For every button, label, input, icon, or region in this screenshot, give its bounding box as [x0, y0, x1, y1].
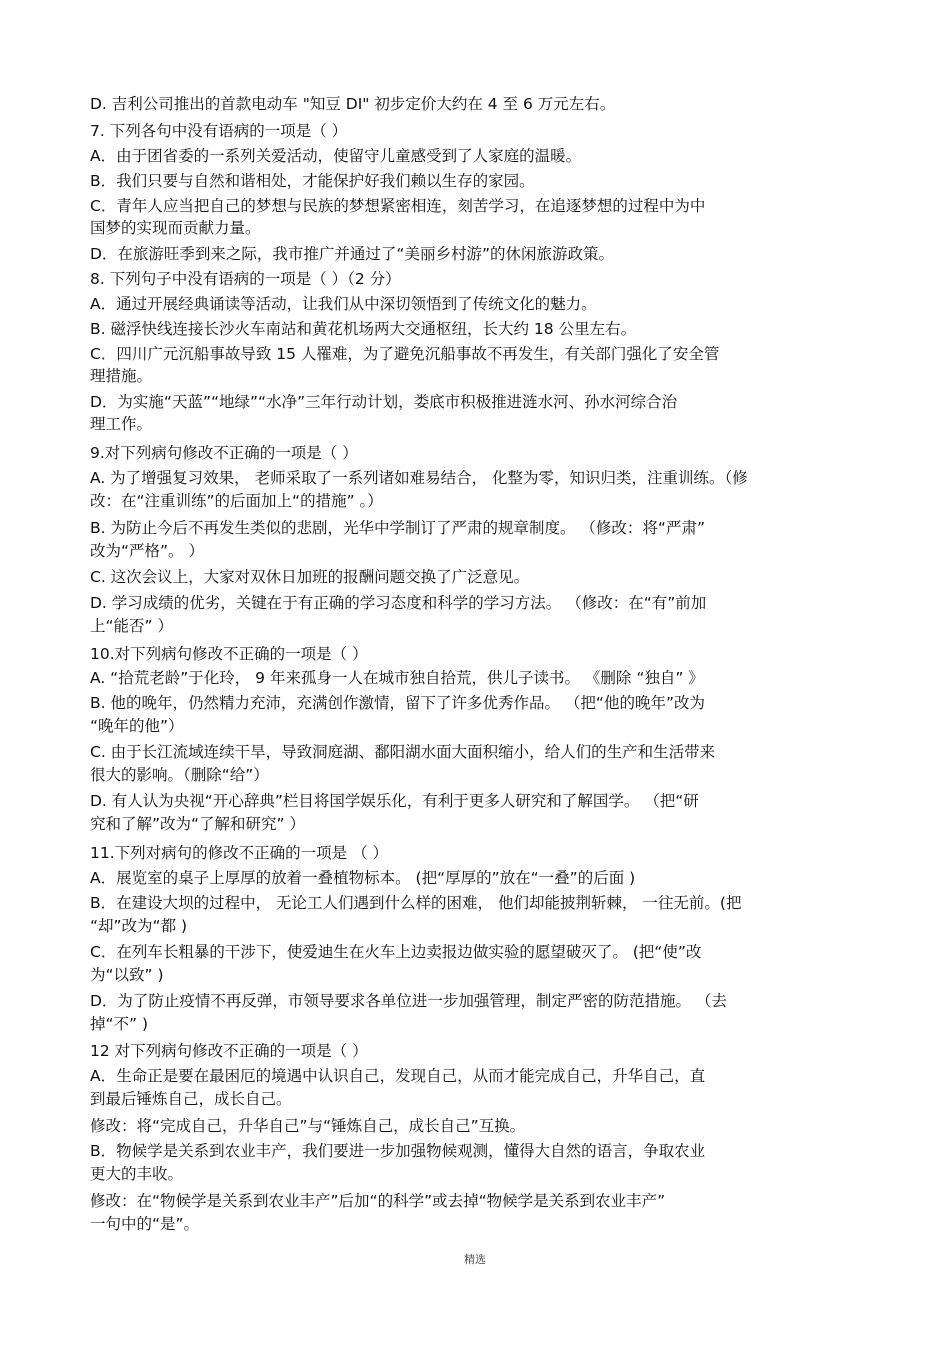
- text-line: B. 他的晚年，仍然精力充沛，充满创作激情，留下了许多优秀作品。 （把“他的晚年”改为: [90, 694, 705, 712]
- text-line: 改为“严格”。 ）: [90, 542, 204, 560]
- text-line: A．展览室的桌子上厚厚的放着一叠植物标本。 (把“厚厚的”放在“一叠”的后面 ): [90, 869, 636, 887]
- page-footer: 精选: [464, 1253, 486, 1266]
- text-line: A．通过开展经典诵读等活动，让我们从中深切领悟到了传统文化的魅力。: [90, 295, 597, 313]
- text-line: 理措施。: [90, 367, 153, 385]
- text-line: B．物候学是关系到农业丰产，我们要进一步加强物候观测，懂得大自然的语言，争取农业: [90, 1142, 706, 1160]
- text-line: “晚年的他”）: [90, 717, 184, 735]
- text-line: 很大的影响。（删除“给”）: [90, 766, 269, 784]
- text-line: D. 有人认为央视“开心辞典”栏目将国学娱乐化，有利于更多人研究和了解国学。 （把“研: [90, 792, 699, 810]
- text-line: 修改：在“物候学是关系到农业丰产”后加“的科学”或去掉“物候学是关系到农业丰产”: [90, 1192, 666, 1210]
- text-line: 究和了解”改为“了解和研究” ）: [90, 815, 306, 833]
- text-line: C. 由于长江流域连续干旱，导致洞庭湖、鄱阳湖水面大面积缩小，给人们的生产和生活带来: [90, 743, 716, 761]
- text-line: D．在旅游旺季到来之际，我市推广并通过了“美丽乡村游”的休闲旅游政策。: [90, 245, 614, 263]
- text-line: C．在列车长粗暴的干涉下，使爱迪生在火车上边卖报边做实验的愿望破灭了。 (把“使”改: [90, 943, 702, 961]
- text-line: 8. 下列句子中没有语病的一项是（ ）（2 分）: [90, 270, 401, 288]
- text-line: 掉“不” ): [90, 1015, 149, 1033]
- text-line: “却”改为“都 ): [90, 917, 188, 935]
- text-line: 修改：将“完成自己，升华自己”与“锤炼自己，成长自己”互换。: [90, 1117, 526, 1135]
- text-line: B．在建设大坝的过程中， 无论工人们遇到什么样的困难， 他们却能披荆斩棘， 一往无前。(把: [90, 894, 742, 912]
- text-line: 理工作。: [90, 415, 153, 433]
- text-line: 更大的丰收。: [90, 1165, 184, 1183]
- text-line: A．生命正是要在最困厄的境遇中认识自己，发现自己，从而才能完成自己，升华自己，直: [90, 1067, 706, 1085]
- text-line: A. “拾荒老龄”于化玲， 9 年来孤身一人在城市独自拾荒，供儿子读书。 《删除 “独自” 》: [90, 669, 704, 687]
- text-line: 上“能否” ）: [90, 617, 173, 635]
- text-line: 到最后锤炼自己，成长自己。: [90, 1090, 292, 1108]
- text-line: A．由于团省委的一系列关爱活动，使留守儿童感受到了人家庭的温暖。: [90, 147, 582, 165]
- text-line: C. 这次会议上，大家对双休日加班的报酬问题交换了广泛意见。: [90, 568, 530, 586]
- text-line: B．我们只要与自然和谐相处，才能保护好我们赖以生存的家园。: [90, 172, 535, 190]
- text-line: D．为实施“天蓝”“地绿”“水净”三年行动计划，娄底市积极推进涟水河、孙水河综合治: [90, 393, 678, 411]
- text-line: 一句中的“是”。: [90, 1215, 200, 1233]
- text-line: A. 为了增强复习效果， 老师采取了一系列诸如难易结合， 化整为零，知识归类，注重训练。（修: [90, 469, 748, 487]
- text-line: B. 磁浮快线连接长沙火车南站和黄花机场两大交通枢纽，长大约 18 公里左右。: [90, 320, 637, 338]
- text-line: D. 吉利公司推出的首款电动车 "知豆 DI" 初步定价大约在 4 至 6 万元左右。: [90, 95, 616, 113]
- text-line: C．四川广元沉船事故导致 15 人罹难，为了避免沉船事故不再发生，有关部门强化了安全管: [90, 345, 720, 363]
- text-line: 11.下列对病句的修改不正确的一项是 （ ）: [90, 844, 389, 862]
- text-line: D．为了防止疫情不再反弹，市领导要求各单位进一步加强管理，制定严密的防范措施。 （去: [90, 992, 727, 1010]
- text-line: D. 学习成绩的优劣，关键在于有正确的学习态度和科学的学习方法。 （修改：在“有”前加: [90, 594, 707, 612]
- text-line: 10.对下列病句修改不正确的一项是（ ）: [90, 645, 368, 663]
- text-line: B. 为防止今后不再发生类似的悲剧，光华中学制订了严肃的规章制度。 （修改：将“严肃”: [90, 519, 705, 537]
- text-line: 9.对下列病句修改不正确的一项是（ ）: [90, 444, 358, 462]
- text-line: 7. 下列各句中没有语病的一项是（ ）: [90, 122, 348, 140]
- text-line: C．青年人应当把自己的梦想与民族的梦想紧密相连，刻苦学习，在追逐梦想的过程中为中: [90, 197, 706, 215]
- text-line: 12 对下列病句修改不正确的一项是（ ）: [90, 1042, 368, 1060]
- text-line: 为“以致” ): [90, 966, 164, 984]
- text-line: 国梦的实现而贡献力量。: [90, 219, 261, 237]
- text-line: 改：在“注重训练”的后面加上“的措施” 。）: [90, 492, 383, 510]
